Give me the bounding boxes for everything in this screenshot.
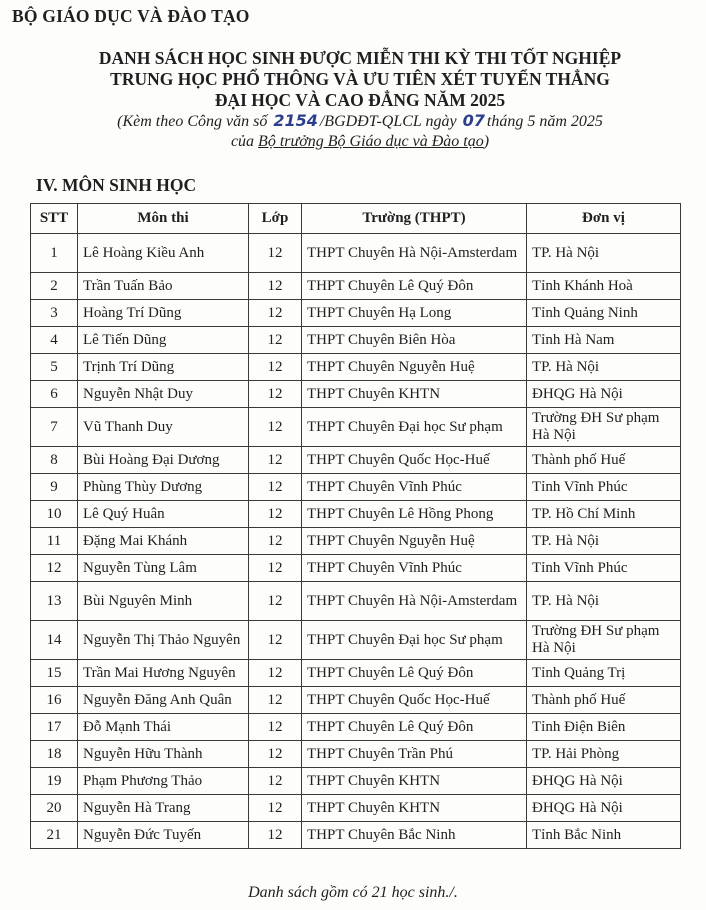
cell-name: Lê Quý Huân — [78, 501, 249, 528]
cell-unit: Tỉnh Điện Biên — [527, 714, 681, 741]
cell-grade: 12 — [249, 381, 302, 408]
table-row — [31, 327, 681, 354]
cell-unit: TP. Hà Nội — [527, 582, 681, 621]
table-row — [31, 273, 681, 300]
cell-name: Nguyễn Đăng Anh Quân — [78, 687, 249, 714]
table-row — [31, 408, 681, 447]
cell-unit: Tỉnh Quảng Trị — [527, 660, 681, 687]
cell-school: THPT Chuyên Vĩnh Phúc — [302, 474, 527, 501]
cell-grade: 12 — [249, 273, 302, 300]
cell-school: THPT Chuyên Trần Phú — [302, 741, 527, 768]
cell-name: Phạm Phương Thảo — [78, 768, 249, 795]
cell-name: Nguyễn Đức Tuyến — [78, 822, 249, 849]
table-header-row — [31, 204, 681, 234]
cell-school: THPT Chuyên Lê Quý Đôn — [302, 714, 527, 741]
reference-line-1 — [40, 111, 680, 132]
document-title-block — [40, 48, 680, 152]
cell-school: THPT Chuyên Lê Quý Đôn — [302, 273, 527, 300]
table-row — [31, 768, 681, 795]
cell-grade: 12 — [249, 300, 302, 327]
cell-stt: 19 — [31, 768, 78, 795]
cell-unit: Tỉnh Vĩnh Phúc — [527, 474, 681, 501]
cell-name: Bùi Nguyên Minh — [78, 582, 249, 621]
cell-stt: 18 — [31, 741, 78, 768]
table-row — [31, 234, 681, 273]
cell-unit: ĐHQG Hà Nội — [527, 381, 681, 408]
reference-prefix: (Kèm theo Công văn số — [117, 113, 268, 130]
cell-name: Nguyễn Tùng Lâm — [78, 555, 249, 582]
cell-grade: 12 — [249, 582, 302, 621]
cell-stt: 6 — [31, 381, 78, 408]
cell-name: Nguyễn Hữu Thành — [78, 741, 249, 768]
cell-unit: TP. Hà Nội — [527, 528, 681, 555]
cell-name: Nguyễn Thị Thảo Nguyên — [78, 621, 249, 660]
table-row — [31, 528, 681, 555]
cell-stt: 4 — [31, 327, 78, 354]
cell-unit: Thành phố Huế — [527, 687, 681, 714]
cell-unit: TP. Hồ Chí Minh — [527, 501, 681, 528]
cell-school: THPT Chuyên KHTN — [302, 768, 527, 795]
student-table — [30, 203, 681, 849]
cell-school: THPT Chuyên Hà Nội-Amsterdam — [302, 234, 527, 273]
reference-authority: Bộ trưởng Bộ Giáo dục và Đào tạo — [258, 133, 484, 150]
cell-unit: Trường ĐH Sư phạm Hà Nội — [527, 621, 681, 660]
cell-school: THPT Chuyên Nguyễn Huệ — [302, 354, 527, 381]
cell-name: Lê Hoàng Kiều Anh — [78, 234, 249, 273]
cell-name: Đỗ Mạnh Thái — [78, 714, 249, 741]
cell-school: THPT Chuyên Quốc Học-Huế — [302, 687, 527, 714]
cell-grade: 12 — [249, 528, 302, 555]
cell-stt: 15 — [31, 660, 78, 687]
cell-unit: Trường ĐH Sư phạm Hà Nội — [527, 408, 681, 447]
cell-grade: 12 — [249, 621, 302, 660]
cell-school: THPT Chuyên Lê Hồng Phong — [302, 501, 527, 528]
cell-grade: 12 — [249, 474, 302, 501]
reference-middle: /BGDĐT-QLCL ngày — [319, 113, 457, 130]
cell-grade: 12 — [249, 768, 302, 795]
cell-school: THPT Chuyên Biên Hòa — [302, 327, 527, 354]
cell-grade: 12 — [249, 687, 302, 714]
cell-grade: 12 — [249, 447, 302, 474]
cell-school: THPT Chuyên KHTN — [302, 795, 527, 822]
cell-school: THPT Chuyên Lê Quý Đôn — [302, 660, 527, 687]
cell-school: THPT Chuyên Hạ Long — [302, 300, 527, 327]
cell-school: THPT Chuyên Quốc Học-Huế — [302, 447, 527, 474]
title-line-3: ĐẠI HỌC VÀ CAO ĐẲNG NĂM 2025 — [214, 90, 506, 110]
cell-grade: 12 — [249, 408, 302, 447]
cell-stt: 12 — [31, 555, 78, 582]
cell-unit: Tỉnh Vĩnh Phúc — [527, 555, 681, 582]
cell-stt: 20 — [31, 795, 78, 822]
cell-name: Trần Tuấn Bảo — [78, 273, 249, 300]
table-row — [31, 795, 681, 822]
cell-stt: 10 — [31, 501, 78, 528]
title-line-1: DANH SÁCH HỌC SINH ĐƯỢC MIỄN THI KỲ THI TỐT NGHIỆP — [98, 48, 622, 68]
cell-school: THPT Chuyên Bắc Ninh — [302, 822, 527, 849]
cell-name: Hoàng Trí Dũng — [78, 300, 249, 327]
ministry-header: BỘ GIÁO DỤC VÀ ĐÀO TẠO — [12, 6, 250, 26]
cell-stt: 5 — [31, 354, 78, 381]
cell-school: THPT Chuyên Đại học Sư phạm — [302, 408, 527, 447]
cell-unit: ĐHQG Hà Nội — [527, 768, 681, 795]
reference-line2-suffix: ) — [483, 133, 490, 150]
cell-stt: 14 — [31, 621, 78, 660]
cell-unit: ĐHQG Hà Nội — [527, 795, 681, 822]
header-unit: Đơn vị — [527, 204, 681, 234]
cell-school: THPT Chuyên KHTN — [302, 381, 527, 408]
cell-name: Trịnh Trí Dũng — [78, 354, 249, 381]
cell-grade: 12 — [249, 354, 302, 381]
cell-school: THPT Chuyên Vĩnh Phúc — [302, 555, 527, 582]
cell-name: Vũ Thanh Duy — [78, 408, 249, 447]
section-title: IV. MÔN SINH HỌC — [36, 175, 197, 195]
cell-name: Lê Tiến Dũng — [78, 327, 249, 354]
cell-stt: 7 — [31, 408, 78, 447]
table-row — [31, 300, 681, 327]
cell-grade: 12 — [249, 714, 302, 741]
table-row — [31, 741, 681, 768]
table-row — [31, 474, 681, 501]
cell-name: Phùng Thùy Dương — [78, 474, 249, 501]
cell-stt: 21 — [31, 822, 78, 849]
table-row — [31, 687, 681, 714]
cell-stt: 1 — [31, 234, 78, 273]
cell-stt: 17 — [31, 714, 78, 741]
cell-name: Nguyễn Nhật Duy — [78, 381, 249, 408]
table-row — [31, 621, 681, 660]
cell-stt: 9 — [31, 474, 78, 501]
cell-stt: 16 — [31, 687, 78, 714]
cell-name: Đặng Mai Khánh — [78, 528, 249, 555]
cell-grade: 12 — [249, 795, 302, 822]
table-row — [31, 714, 681, 741]
cell-stt: 3 — [31, 300, 78, 327]
table-row — [31, 660, 681, 687]
cell-stt: 13 — [31, 582, 78, 621]
title-line-2: TRUNG HỌC PHỔ THÔNG VÀ ƯU TIÊN XÉT TUYỂN THẲNG — [110, 69, 610, 89]
handwritten-day: 07 — [462, 111, 485, 130]
table-row — [31, 447, 681, 474]
cell-school: THPT Chuyên Nguyễn Huệ — [302, 528, 527, 555]
cell-stt: 2 — [31, 273, 78, 300]
reference-suffix: tháng 5 năm 2025 — [486, 113, 603, 130]
cell-unit: Tỉnh Khánh Hoà — [527, 273, 681, 300]
reference-line2-prefix: của — [230, 133, 255, 150]
cell-name: Bùi Hoàng Đại Dương — [78, 447, 249, 474]
cell-unit: TP. Hà Nội — [527, 354, 681, 381]
cell-school: THPT Chuyên Hà Nội-Amsterdam — [302, 582, 527, 621]
cell-unit: TP. Hà Nội — [527, 234, 681, 273]
table-row — [31, 354, 681, 381]
cell-name: Trần Mai Hương Nguyên — [78, 660, 249, 687]
header-school: Trường (THPT) — [302, 204, 527, 234]
cell-grade: 12 — [249, 741, 302, 768]
cell-unit: Thành phố Huế — [527, 447, 681, 474]
cell-unit: Tỉnh Bắc Ninh — [527, 822, 681, 849]
table-row — [31, 582, 681, 621]
cell-school: THPT Chuyên Đại học Sư phạm — [302, 621, 527, 660]
cell-unit: TP. Hải Phòng — [527, 741, 681, 768]
cell-stt: 8 — [31, 447, 78, 474]
cell-grade: 12 — [249, 327, 302, 354]
cell-grade: 12 — [249, 822, 302, 849]
cell-stt: 11 — [31, 528, 78, 555]
handwritten-doc-number: 2154 — [273, 111, 318, 130]
cell-unit: Tỉnh Quảng Ninh — [527, 300, 681, 327]
header-grade: Lớp — [249, 204, 302, 234]
reference-line-2 — [40, 132, 680, 152]
cell-grade: 12 — [249, 660, 302, 687]
cell-unit: Tỉnh Hà Nam — [527, 327, 681, 354]
table-row — [31, 501, 681, 528]
table-row — [31, 822, 681, 849]
cell-grade: 12 — [249, 234, 302, 273]
header-subject: Môn thi — [78, 204, 249, 234]
footer-note: Danh sách gồm có 21 học sinh./. — [248, 884, 458, 901]
cell-grade: 12 — [249, 501, 302, 528]
header-stt: STT — [31, 204, 78, 234]
cell-name: Nguyễn Hà Trang — [78, 795, 249, 822]
table-row — [31, 555, 681, 582]
cell-grade: 12 — [249, 555, 302, 582]
table-row — [31, 381, 681, 408]
